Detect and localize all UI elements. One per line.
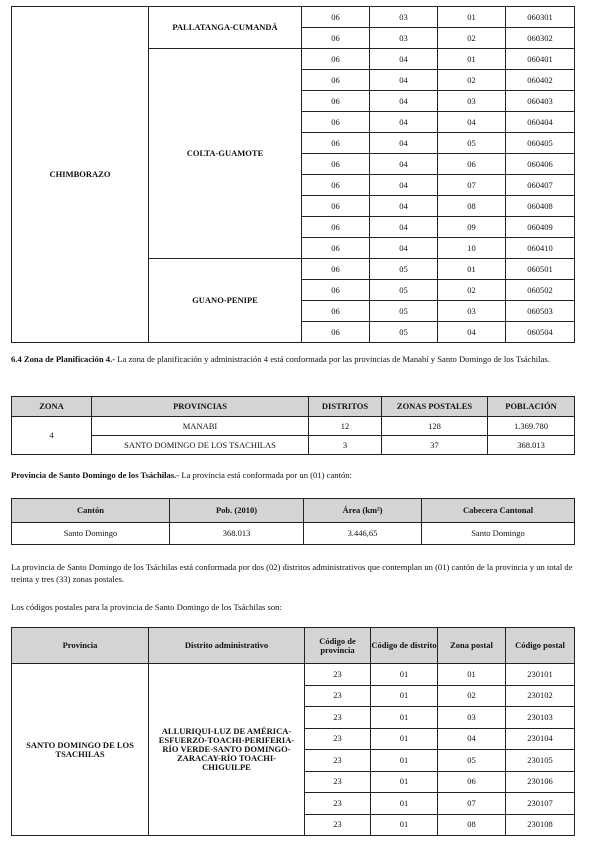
zona-postal-cell: 08 bbox=[438, 814, 506, 836]
postal-header-codigo-postal: Código postal bbox=[506, 628, 575, 664]
provincia-note bbox=[11, 469, 574, 481]
codigo-provincia-cell: 23 bbox=[305, 728, 371, 750]
zona-postal-cell: 03 bbox=[438, 301, 506, 322]
provincia-note-title: Provincia de Santo Domingo de los Tsáchilas.- bbox=[11, 470, 180, 480]
zona-distritos: 12 bbox=[309, 417, 382, 436]
zona-provincia: MANABI bbox=[92, 417, 309, 436]
zona-postal-cell: 06 bbox=[438, 771, 506, 793]
zona-4-paragraph bbox=[11, 353, 574, 365]
postal-header-distrito: Distrito administrativo bbox=[149, 628, 305, 664]
codigo-postal-cell: 230103 bbox=[506, 707, 575, 729]
codigo-distrito-cell: 03 bbox=[370, 28, 438, 49]
zona-provincia: SANTO DOMINGO DE LOS TSACHILAS bbox=[92, 436, 309, 455]
codigo-postal-cell: 230106 bbox=[506, 771, 575, 793]
codigo-postal-cell: 060503 bbox=[506, 301, 575, 322]
codigo-postal-cell: 060408 bbox=[506, 196, 575, 217]
codigo-postal-cell: 060407 bbox=[506, 175, 575, 196]
zona-zonas-postales: 37 bbox=[382, 436, 488, 455]
zona-header-poblacion: POBLACIÓN bbox=[488, 397, 575, 417]
codigo-provincia-cell: 23 bbox=[305, 814, 371, 836]
zona-4-title: 6.4 Zona de Planificación 4.- bbox=[11, 354, 116, 364]
canton-header-area: Área (km²) bbox=[304, 499, 422, 523]
codigo-provincia-cell: 06 bbox=[302, 322, 370, 343]
table-row bbox=[12, 436, 575, 455]
zona-4-text: La zona de planificación y administración 4 está conformada por las provincias de Manabí y Santo Domingo de los Tsáchilas. bbox=[115, 354, 550, 364]
codigo-distrito-cell: 04 bbox=[370, 49, 438, 70]
zona-number: 4 bbox=[12, 417, 92, 455]
table-row bbox=[12, 7, 575, 28]
table-row bbox=[12, 417, 575, 436]
zona-zonas-postales: 128 bbox=[382, 417, 488, 436]
zona-poblacion: 1.369.780 bbox=[488, 417, 575, 436]
codigo-provincia-cell: 06 bbox=[302, 238, 370, 259]
postal-header-codigo-distrito: Código de distrito bbox=[371, 628, 438, 664]
zona-postal-cell: 02 bbox=[438, 28, 506, 49]
chimborazo-postal-table bbox=[11, 6, 575, 343]
zona-postal-cell: 01 bbox=[438, 664, 506, 686]
codigo-postal-cell: 060403 bbox=[506, 91, 575, 112]
codigo-provincia-cell: 23 bbox=[305, 771, 371, 793]
distrito-cell: PALLATANGA-CUMANDÁ bbox=[149, 7, 302, 49]
zona-header-provincias: PROVINCIAS bbox=[92, 397, 309, 417]
codigo-provincia-cell: 06 bbox=[302, 91, 370, 112]
codigo-provincia-cell: 06 bbox=[302, 217, 370, 238]
codigo-distrito-cell: 05 bbox=[370, 322, 438, 343]
codigo-postal-cell: 060301 bbox=[506, 7, 575, 28]
codigo-distrito-cell: 01 bbox=[371, 685, 438, 707]
zona-header-zona: ZONA bbox=[12, 397, 92, 417]
distritos-paragraph: La provincia de Santo Domingo de los Tsáchilas está conformada por dos (02) distritos administrativos que contemplan un (01) cantón de la provincia y un total de treinta y tres (33) zonas postales. bbox=[11, 562, 573, 584]
zona-postal-cell: 07 bbox=[438, 175, 506, 196]
codigo-distrito-cell: 04 bbox=[370, 133, 438, 154]
zona-postal-cell: 02 bbox=[438, 70, 506, 91]
codigo-distrito-cell: 05 bbox=[370, 280, 438, 301]
codigo-postal-cell: 060410 bbox=[506, 238, 575, 259]
canton-header-poblacion: Pob. (2010) bbox=[170, 499, 304, 523]
codigo-distrito-cell: 01 bbox=[371, 728, 438, 750]
codigo-distrito-cell: 04 bbox=[370, 217, 438, 238]
codigo-distrito-cell: 04 bbox=[370, 112, 438, 133]
zona-postal-cell: 04 bbox=[438, 728, 506, 750]
table-row bbox=[12, 523, 575, 545]
zona-distritos: 3 bbox=[309, 436, 382, 455]
table-row bbox=[12, 664, 575, 686]
codigo-postal-cell: 060404 bbox=[506, 112, 575, 133]
zona-postal-cell: 10 bbox=[438, 238, 506, 259]
codigo-provincia-cell: 06 bbox=[302, 7, 370, 28]
codigo-postal-cell: 060502 bbox=[506, 280, 575, 301]
zona-postal-cell: 05 bbox=[438, 133, 506, 154]
codigo-postal-cell: 060401 bbox=[506, 49, 575, 70]
distrito-cell: COLTA-GUAMOTE bbox=[149, 49, 302, 259]
codigo-postal-cell: 060302 bbox=[506, 28, 575, 49]
codigo-distrito-cell: 04 bbox=[370, 154, 438, 175]
codigo-distrito-cell: 03 bbox=[370, 7, 438, 28]
canton-header-cabecera: Cabecera Cantonal bbox=[422, 499, 575, 523]
zona-postal-cell: 05 bbox=[438, 750, 506, 772]
codigo-distrito-cell: 04 bbox=[370, 91, 438, 112]
codigo-postal-cell: 060405 bbox=[506, 133, 575, 154]
zona-postal-cell: 08 bbox=[438, 196, 506, 217]
canton-cabecera: Santo Domingo bbox=[422, 523, 575, 545]
codigo-distrito-cell: 01 bbox=[371, 793, 438, 815]
codigo-postal-cell: 060402 bbox=[506, 70, 575, 91]
codigo-distrito-cell: 05 bbox=[370, 259, 438, 280]
zona-postal-cell: 01 bbox=[438, 259, 506, 280]
codigo-postal-cell: 230101 bbox=[506, 664, 575, 686]
distrito-administrativo-cell: ALLURIQUI-LUZ DE AMÉRICA-ESFUERZO-TOACHI-PERIFERIA-RÍO VERDE-SANTO DOMINGO-ZARACAY-RÍO TOACHI-CHIGUILPE bbox=[149, 664, 305, 836]
codigo-postal-cell: 060406 bbox=[506, 154, 575, 175]
zona-postal-cell: 04 bbox=[438, 112, 506, 133]
codigo-distrito-cell: 04 bbox=[370, 238, 438, 259]
codigo-provincia-cell: 06 bbox=[302, 259, 370, 280]
zona-postal-cell: 01 bbox=[438, 7, 506, 28]
codigo-distrito-cell: 04 bbox=[370, 175, 438, 196]
codigo-distrito-cell: 05 bbox=[370, 301, 438, 322]
codigo-provincia-cell: 06 bbox=[302, 301, 370, 322]
codigo-postal-cell: 060504 bbox=[506, 322, 575, 343]
codigo-distrito-cell: 04 bbox=[370, 70, 438, 91]
canton-poblacion: 368.013 bbox=[170, 523, 304, 545]
provincia-cell: SANTO DOMINGO DE LOS TSACHILAS bbox=[12, 664, 149, 836]
provincia-cell: CHIMBORAZO bbox=[12, 7, 149, 343]
codigo-distrito-cell: 01 bbox=[371, 664, 438, 686]
postal-header-zona-postal: Zona postal bbox=[438, 628, 506, 664]
distrito-cell: GUANO-PENIPE bbox=[149, 259, 302, 343]
codigo-provincia-cell: 06 bbox=[302, 49, 370, 70]
zona-table bbox=[11, 396, 575, 455]
canton-name: Santo Domingo bbox=[12, 523, 170, 545]
codigo-provincia-cell: 23 bbox=[305, 793, 371, 815]
codigo-postal-cell: 230108 bbox=[506, 814, 575, 836]
codigo-provincia-cell: 06 bbox=[302, 154, 370, 175]
postal-header-codigo-provincia: Código de provincia bbox=[305, 628, 371, 664]
zona-postal-cell: 02 bbox=[438, 280, 506, 301]
provincia-note-text: La provincia está conformada por un (01) cantón: bbox=[179, 470, 352, 480]
zona-postal-cell: 03 bbox=[438, 707, 506, 729]
codigo-provincia-cell: 06 bbox=[302, 133, 370, 154]
codigo-postal-cell: 230105 bbox=[506, 750, 575, 772]
codigo-provincia-cell: 06 bbox=[302, 175, 370, 196]
zona-header-distritos: DISTRITOS bbox=[309, 397, 382, 417]
zona-postal-cell: 04 bbox=[438, 322, 506, 343]
codigo-postal-cell: 060501 bbox=[506, 259, 575, 280]
zona-postal-cell: 01 bbox=[438, 49, 506, 70]
codigo-provincia-cell: 23 bbox=[305, 685, 371, 707]
codigo-distrito-cell: 01 bbox=[371, 707, 438, 729]
zona-postal-cell: 02 bbox=[438, 685, 506, 707]
canton-table bbox=[11, 498, 575, 545]
codigo-distrito-cell: 01 bbox=[371, 771, 438, 793]
zona-postal-cell: 09 bbox=[438, 217, 506, 238]
codigo-postal-cell: 060409 bbox=[506, 217, 575, 238]
codigos-intro-paragraph: Los códigos postales para la provincia de Santo Domingo de los Tsáchilas son: bbox=[11, 602, 282, 612]
codigo-provincia-cell: 06 bbox=[302, 70, 370, 91]
codigo-provincia-cell: 23 bbox=[305, 707, 371, 729]
zona-postal-cell: 07 bbox=[438, 793, 506, 815]
canton-area: 3.446,65 bbox=[304, 523, 422, 545]
codigo-postal-cell: 230102 bbox=[506, 685, 575, 707]
santo-domingo-postal-table bbox=[11, 627, 575, 836]
codigo-postal-cell: 230107 bbox=[506, 793, 575, 815]
canton-header-canton: Cantón bbox=[12, 499, 170, 523]
codigo-provincia-cell: 06 bbox=[302, 280, 370, 301]
postal-header-provincia: Provincia bbox=[12, 628, 149, 664]
zona-header-zonas-postales: ZONAS POSTALES bbox=[382, 397, 488, 417]
codigo-distrito-cell: 01 bbox=[371, 814, 438, 836]
codigo-provincia-cell: 06 bbox=[302, 196, 370, 217]
codigo-postal-cell: 230104 bbox=[506, 728, 575, 750]
codigo-provincia-cell: 23 bbox=[305, 750, 371, 772]
zona-postal-cell: 06 bbox=[438, 154, 506, 175]
codigo-provincia-cell: 06 bbox=[302, 112, 370, 133]
codigo-provincia-cell: 23 bbox=[305, 664, 371, 686]
codigo-provincia-cell: 06 bbox=[302, 28, 370, 49]
zona-poblacion: 368.013 bbox=[488, 436, 575, 455]
codigo-distrito-cell: 04 bbox=[370, 196, 438, 217]
zona-postal-cell: 03 bbox=[438, 91, 506, 112]
codigo-distrito-cell: 01 bbox=[371, 750, 438, 772]
